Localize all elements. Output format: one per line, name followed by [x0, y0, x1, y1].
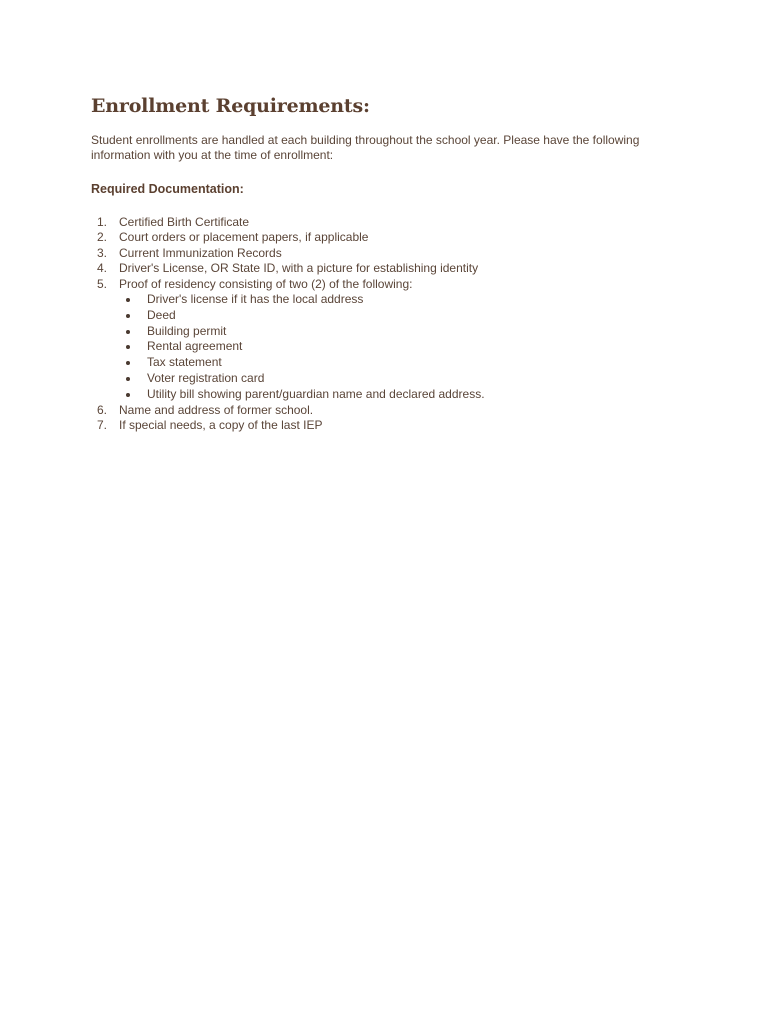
list-item: [91, 246, 485, 261]
bullet-item-text: Tax statement: [147, 355, 222, 370]
list-item-text: Current Immunization Records: [119, 245, 282, 260]
page-title: Enrollment Requirements:: [91, 95, 370, 117]
bullet-item-text: Deed: [147, 307, 176, 322]
list-item-text: Driver's License, OR State ID, with a picture for establishing identity: [119, 261, 479, 276]
bullet-item: [119, 324, 485, 340]
list-item-text: Certified Birth Certificate: [119, 215, 250, 229]
list-number: 6.: [97, 402, 108, 417]
bullet-icon: [126, 298, 130, 302]
bullet-item: [119, 387, 485, 403]
bullet-item-text: Voter registration card: [147, 371, 265, 386]
list-item-text: If special needs, a copy of the last IEP: [119, 418, 323, 433]
list-item: [91, 261, 485, 276]
bullet-icon: [126, 314, 130, 318]
bullet-item: [119, 371, 485, 387]
list-item: [91, 230, 485, 245]
residency-options-list: [119, 292, 485, 403]
list-item: [91, 418, 485, 433]
bullet-icon: [126, 345, 130, 349]
bullet-item-text: Utility bill showing parent/guardian name and declared address.: [147, 386, 485, 401]
bullet-icon: [126, 393, 130, 397]
list-number: 3.: [97, 245, 108, 260]
bullet-item-text: Driver's license if it has the local address: [147, 292, 364, 307]
bullet-item: [119, 292, 485, 308]
list-number: 2.: [97, 230, 108, 245]
bullet-icon: [126, 377, 130, 381]
list-number: 5.: [97, 276, 108, 291]
requirements-list: [91, 215, 485, 433]
bullet-item-text: Building permit: [147, 323, 227, 338]
bullet-item: [119, 339, 485, 355]
list-item-text: Proof of residency consisting of two (2) of the following:: [119, 276, 413, 291]
list-item: [91, 277, 485, 403]
section-heading: Required Documentation:: [91, 182, 244, 196]
bullet-item: [119, 308, 485, 324]
list-item: [91, 215, 485, 230]
list-item: [91, 403, 485, 418]
list-item-text: Court orders or placement papers, if applicable: [119, 230, 369, 245]
bullet-item-text: Rental agreement: [147, 339, 243, 354]
list-number: 4.: [97, 261, 108, 276]
intro-paragraph: Student enrollments are handled at each building throughout the school year. Please have the following information with you at the time of enrollment:: [91, 133, 640, 162]
list-number: 1.: [97, 215, 108, 229]
bullet-icon: [126, 330, 130, 334]
bullet-item: [119, 355, 485, 371]
bullet-icon: [126, 361, 130, 365]
list-number: 7.: [97, 418, 108, 433]
list-item-text: Name and address of former school.: [119, 402, 314, 417]
